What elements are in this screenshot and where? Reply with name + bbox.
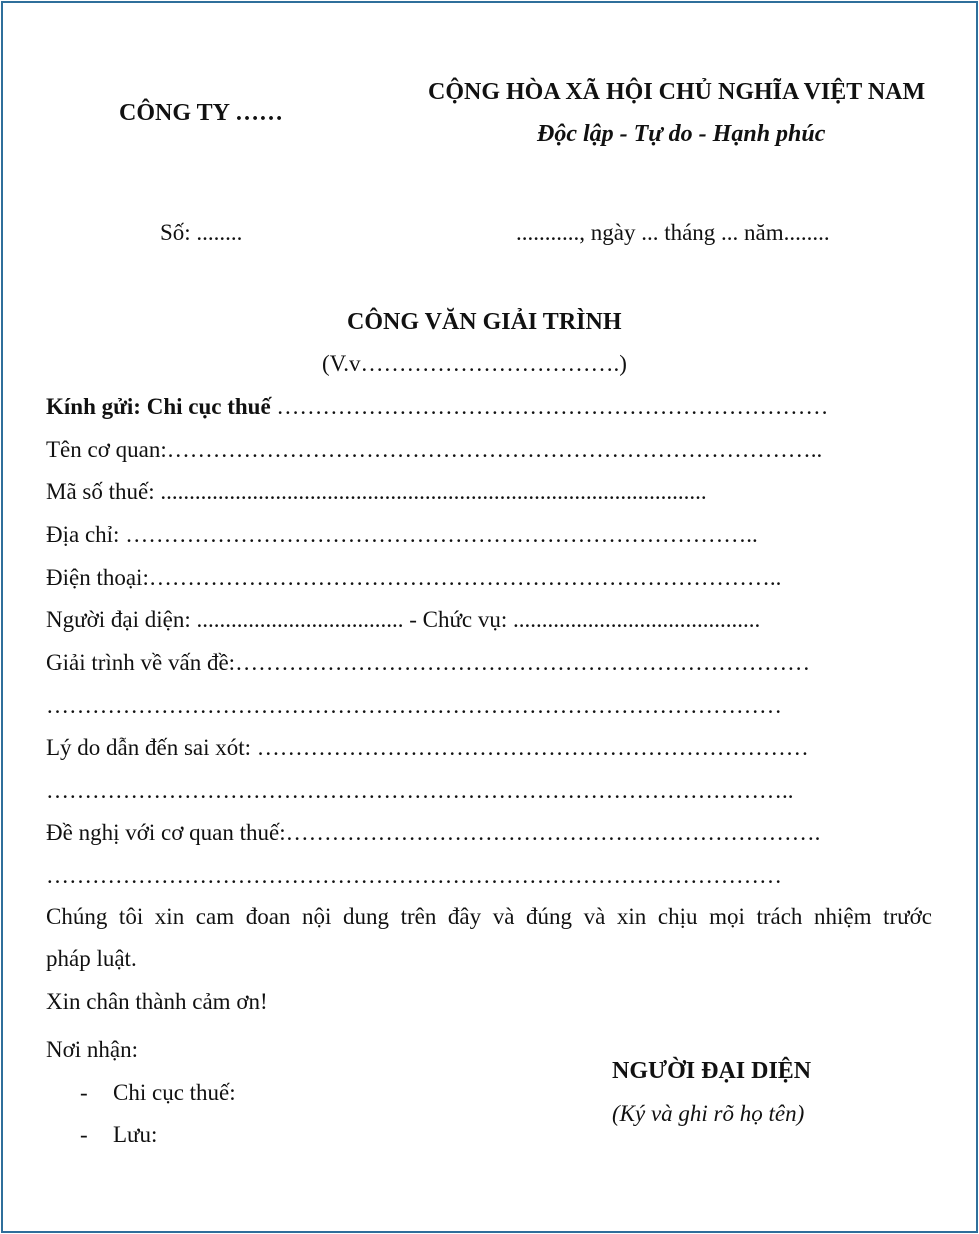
document-subject: (V.v…………………………….): [322, 351, 627, 376]
field-dots: ………………………………………………………………………..: [148, 565, 782, 590]
recipients-label: Nơi nhận:: [46, 1037, 139, 1062]
nation-title: CỘNG HÒA XÃ HỘI CHỦ NGHĨA VIỆT NAM: [428, 79, 926, 105]
field-label: Điện thoại:: [46, 565, 149, 590]
field-dots: …………………………………………………………………: [235, 650, 811, 675]
recipient-dash: -: [80, 1122, 88, 1147]
recipient-dash: -: [80, 1080, 88, 1105]
commitment-line-2: pháp luật.: [46, 946, 137, 971]
field-dots: ………………………………………………………………: [251, 735, 809, 760]
signature-note: (Ký và ghi rõ họ tên): [612, 1101, 805, 1126]
field-agency-name: [46, 437, 822, 463]
field-explanation-continued: [46, 693, 782, 719]
field-label: Địa chỉ:: [46, 522, 120, 547]
thanks-text: Xin chân thành cảm ơn!: [46, 989, 268, 1014]
field-label: Kính gửi: Chi cục thuế: [46, 394, 271, 419]
recipient-item: Chi cục thuế:: [113, 1080, 236, 1105]
field-representative: [46, 607, 760, 633]
field-proposal-continued: [46, 863, 782, 889]
recipient-item: Lưu:: [113, 1122, 158, 1147]
field-address: [46, 522, 758, 548]
field-phone: [46, 565, 781, 591]
field-dots: ...............................................................................................: [154, 479, 707, 504]
field-label: Đề nghị với cơ quan thuế:: [46, 820, 286, 845]
field-proposal: [46, 820, 820, 846]
field-dots: ……………………………………………………………………………………: [46, 863, 782, 888]
field-recipient: [46, 394, 828, 420]
field-dots: ………………………………………………………………………..: [119, 522, 758, 547]
commitment-line-1: Chúng tôi xin cam đoan nội dung trên đây và đúng và xin chịu mọi trách nhiệm trước: [46, 904, 932, 929]
field-label: Lý do dẫn đến sai xót:: [46, 735, 252, 760]
field-error-reason-continued: [46, 778, 794, 804]
field-tax-code: [46, 479, 707, 505]
field-dots: ……………………………………………………………………………………: [46, 693, 782, 718]
place-date: ..........., ngày ... tháng ... năm........: [516, 220, 830, 245]
field-error-reason: [46, 735, 809, 761]
field-dots: ………………………………………………………………: [270, 394, 829, 419]
motto: Độc lập - Tự do - Hạnh phúc: [537, 121, 826, 147]
document-number: Số: ........: [160, 220, 243, 245]
company-name: CÔNG TY ……: [119, 100, 284, 126]
signature-title: NGƯỜI ĐẠI DIỆN: [612, 1058, 812, 1084]
field-label: Tên cơ quan:: [46, 437, 167, 462]
field-dots: …………………………………………………………………………..: [166, 437, 823, 462]
field-dots: ……………………………………………………………………………………..: [46, 778, 794, 803]
field-label: Người đại diện:: [46, 607, 191, 632]
field-explanation: [46, 650, 810, 676]
field-label: Giải trình về vấn đề:: [46, 650, 236, 675]
field-dots: …………………………………………………………….: [285, 820, 821, 845]
field-dots: .................................... - Chức vụ: ...........................................: [190, 607, 761, 632]
field-label: Mã số thuế:: [46, 479, 155, 504]
document-title: CÔNG VĂN GIẢI TRÌNH: [347, 309, 622, 335]
